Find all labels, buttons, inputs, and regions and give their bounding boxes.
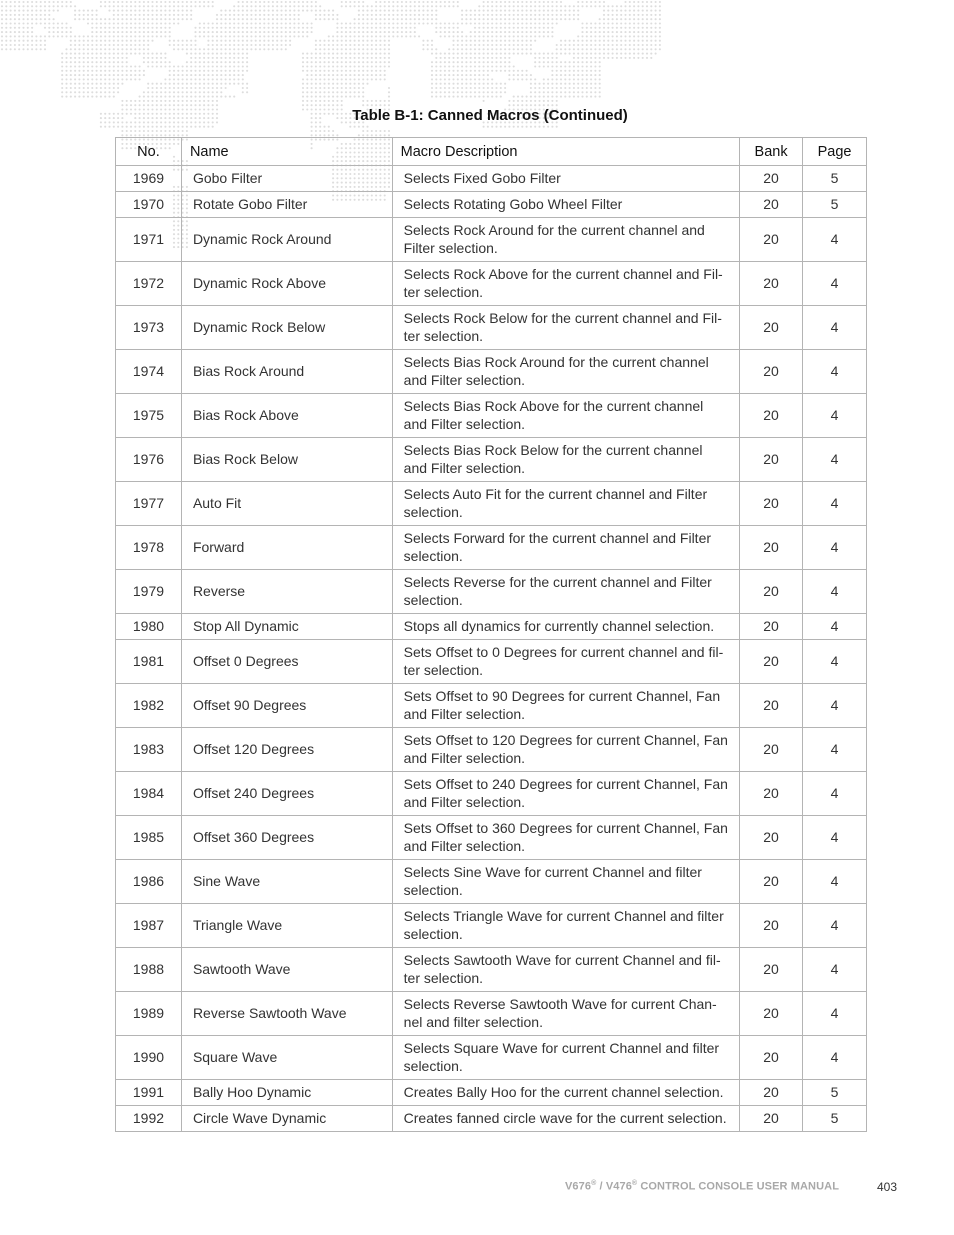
table-row	[116, 218, 867, 262]
table-row	[116, 350, 867, 394]
cell-name: Reverse	[181, 570, 392, 614]
cell-name: Circle Wave Dynamic	[181, 1106, 392, 1132]
cell-description: Selects Sine Wave for current Channel and filter selection.	[392, 860, 739, 904]
table-row	[116, 570, 867, 614]
table-row	[116, 394, 867, 438]
cell-no: 1975	[116, 394, 182, 438]
cell-page: 4	[803, 992, 867, 1036]
header-bank: Bank	[740, 138, 803, 166]
cell-page: 4	[803, 262, 867, 306]
cell-page: 5	[803, 166, 867, 192]
cell-no: 1982	[116, 684, 182, 728]
cell-page: 4	[803, 218, 867, 262]
cell-page: 4	[803, 816, 867, 860]
cell-no: 1989	[116, 992, 182, 1036]
header-no: No.	[116, 138, 182, 166]
cell-name: Triangle Wave	[181, 904, 392, 948]
table-row	[116, 948, 867, 992]
table-row	[116, 526, 867, 570]
cell-bank: 20	[740, 350, 803, 394]
cell-no: 1970	[116, 192, 182, 218]
cell-bank: 20	[740, 684, 803, 728]
cell-name: Stop All Dynamic	[181, 614, 392, 640]
cell-description: Selects Rock Below for the current channel and Fil-ter selection.	[392, 306, 739, 350]
cell-bank: 20	[740, 948, 803, 992]
table-row	[116, 1106, 867, 1132]
cell-no: 1985	[116, 816, 182, 860]
cell-name: Rotate Gobo Filter	[181, 192, 392, 218]
cell-no: 1988	[116, 948, 182, 992]
cell-bank: 20	[740, 614, 803, 640]
cell-description: Selects Triangle Wave for current Channel and filter selection.	[392, 904, 739, 948]
cell-name: Offset 360 Degrees	[181, 816, 392, 860]
table-row	[116, 166, 867, 192]
header-name: Name	[181, 138, 392, 166]
cell-no: 1977	[116, 482, 182, 526]
cell-bank: 20	[740, 1080, 803, 1106]
cell-name: Dynamic Rock Above	[181, 262, 392, 306]
cell-description: Creates fanned circle wave for the current selection.	[392, 1106, 739, 1132]
cell-bank: 20	[740, 904, 803, 948]
cell-name: Sine Wave	[181, 860, 392, 904]
cell-bank: 20	[740, 166, 803, 192]
table-row	[116, 306, 867, 350]
cell-description: Selects Rock Above for the current channel and Fil-ter selection.	[392, 262, 739, 306]
table-row	[116, 640, 867, 684]
cell-page: 5	[803, 192, 867, 218]
table-row	[116, 438, 867, 482]
cell-page: 4	[803, 482, 867, 526]
cell-description: Selects Bias Rock Around for the current channel and Filter selection.	[392, 350, 739, 394]
cell-page: 4	[803, 394, 867, 438]
table-body	[116, 166, 867, 1132]
cell-bank: 20	[740, 218, 803, 262]
cell-description: Selects Bias Rock Below for the current channel and Filter selection.	[392, 438, 739, 482]
table-row	[116, 482, 867, 526]
cell-no: 1978	[116, 526, 182, 570]
cell-no: 1969	[116, 166, 182, 192]
cell-description: Sets Offset to 240 Degrees for current Channel, Fan and Filter selection.	[392, 772, 739, 816]
cell-name: Offset 0 Degrees	[181, 640, 392, 684]
cell-no: 1992	[116, 1106, 182, 1132]
cell-name: Bally Hoo Dynamic	[181, 1080, 392, 1106]
table-row	[116, 772, 867, 816]
cell-description: Selects Auto Fit for the current channel and Filter selection.	[392, 482, 739, 526]
cell-bank: 20	[740, 262, 803, 306]
cell-no: 1984	[116, 772, 182, 816]
cell-name: Dynamic Rock Below	[181, 306, 392, 350]
cell-bank: 20	[740, 526, 803, 570]
cell-name: Offset 240 Degrees	[181, 772, 392, 816]
cell-description: Sets Offset to 0 Degrees for current channel and fil-ter selection.	[392, 640, 739, 684]
cell-description: Sets Offset to 120 Degrees for current Channel, Fan and Filter selection.	[392, 728, 739, 772]
cell-bank: 20	[740, 438, 803, 482]
cell-description: Sets Offset to 360 Degrees for current Channel, Fan and Filter selection.	[392, 816, 739, 860]
cell-no: 1986	[116, 860, 182, 904]
cell-no: 1981	[116, 640, 182, 684]
cell-bank: 20	[740, 992, 803, 1036]
table-row	[116, 1080, 867, 1106]
cell-description: Selects Sawtooth Wave for current Channel and fil-ter selection.	[392, 948, 739, 992]
cell-name: Bias Rock Around	[181, 350, 392, 394]
cell-page: 4	[803, 728, 867, 772]
cell-page: 4	[803, 1036, 867, 1080]
cell-bank: 20	[740, 816, 803, 860]
table-row	[116, 192, 867, 218]
cell-no: 1991	[116, 1080, 182, 1106]
cell-description: Sets Offset to 90 Degrees for current Channel, Fan and Filter selection.	[392, 684, 739, 728]
cell-no: 1974	[116, 350, 182, 394]
cell-bank: 20	[740, 1036, 803, 1080]
cell-name: Bias Rock Above	[181, 394, 392, 438]
cell-name: Auto Fit	[181, 482, 392, 526]
cell-page: 5	[803, 1080, 867, 1106]
cell-name: Offset 120 Degrees	[181, 728, 392, 772]
canned-macros-table	[115, 137, 867, 1132]
table-row	[116, 262, 867, 306]
cell-bank: 20	[740, 570, 803, 614]
cell-name: Offset 90 Degrees	[181, 684, 392, 728]
cell-page: 4	[803, 306, 867, 350]
cell-bank: 20	[740, 860, 803, 904]
cell-no: 1972	[116, 262, 182, 306]
cell-no: 1973	[116, 306, 182, 350]
cell-page: 4	[803, 350, 867, 394]
cell-page: 4	[803, 438, 867, 482]
cell-description: Selects Reverse for the current channel and Filter selection.	[392, 570, 739, 614]
cell-no: 1976	[116, 438, 182, 482]
cell-description: Stops all dynamics for currently channel selection.	[392, 614, 739, 640]
cell-name: Dynamic Rock Around	[181, 218, 392, 262]
cell-no: 1980	[116, 614, 182, 640]
table-row	[116, 860, 867, 904]
cell-description: Selects Bias Rock Above for the current channel and Filter selection.	[392, 394, 739, 438]
cell-name: Forward	[181, 526, 392, 570]
cell-name: Sawtooth Wave	[181, 948, 392, 992]
cell-no: 1983	[116, 728, 182, 772]
cell-no: 1990	[116, 1036, 182, 1080]
cell-description: Selects Square Wave for current Channel and filter selection.	[392, 1036, 739, 1080]
cell-page: 5	[803, 1106, 867, 1132]
cell-description: Selects Forward for the current channel and Filter selection.	[392, 526, 739, 570]
cell-bank: 20	[740, 306, 803, 350]
cell-name: Bias Rock Below	[181, 438, 392, 482]
table-row	[116, 992, 867, 1036]
header-page: Page	[803, 138, 867, 166]
cell-bank: 20	[740, 772, 803, 816]
cell-page: 4	[803, 526, 867, 570]
table-header-row	[116, 138, 867, 166]
cell-no: 1987	[116, 904, 182, 948]
cell-page: 4	[803, 904, 867, 948]
cell-no: 1971	[116, 218, 182, 262]
cell-bank: 20	[740, 640, 803, 684]
cell-page: 4	[803, 772, 867, 816]
manual-title: V676® / V476® CONTROL CONSOLE USER MANUAL	[565, 1180, 840, 1193]
cell-bank: 20	[740, 192, 803, 218]
cell-bank: 20	[740, 482, 803, 526]
table-row	[116, 728, 867, 772]
cell-page: 4	[803, 948, 867, 992]
table-row	[116, 614, 867, 640]
cell-page: 4	[803, 614, 867, 640]
cell-bank: 20	[740, 394, 803, 438]
cell-bank: 20	[740, 1106, 803, 1132]
table-row	[116, 684, 867, 728]
cell-page: 4	[803, 684, 867, 728]
cell-page: 4	[803, 860, 867, 904]
cell-no: 1979	[116, 570, 182, 614]
cell-bank: 20	[740, 728, 803, 772]
table-row	[116, 816, 867, 860]
cell-description: Creates Bally Hoo for the current channel selection.	[392, 1080, 739, 1106]
cell-name: Gobo Filter	[181, 166, 392, 192]
cell-description: Selects Fixed Gobo Filter	[392, 166, 739, 192]
cell-name: Square Wave	[181, 1036, 392, 1080]
page-number: 403	[877, 1180, 898, 1194]
table-title: Table B-1: Canned Macros (Continued)	[352, 107, 628, 124]
header-description: Macro Description	[392, 138, 739, 166]
cell-description: Selects Rotating Gobo Wheel Filter	[392, 192, 739, 218]
cell-page: 4	[803, 570, 867, 614]
table-row	[116, 904, 867, 948]
cell-name: Reverse Sawtooth Wave	[181, 992, 392, 1036]
table-row	[116, 1036, 867, 1080]
cell-page: 4	[803, 640, 867, 684]
cell-description: Selects Rock Around for the current channel and Filter selection.	[392, 218, 739, 262]
cell-description: Selects Reverse Sawtooth Wave for current Chan-nel and filter selection.	[392, 992, 739, 1036]
